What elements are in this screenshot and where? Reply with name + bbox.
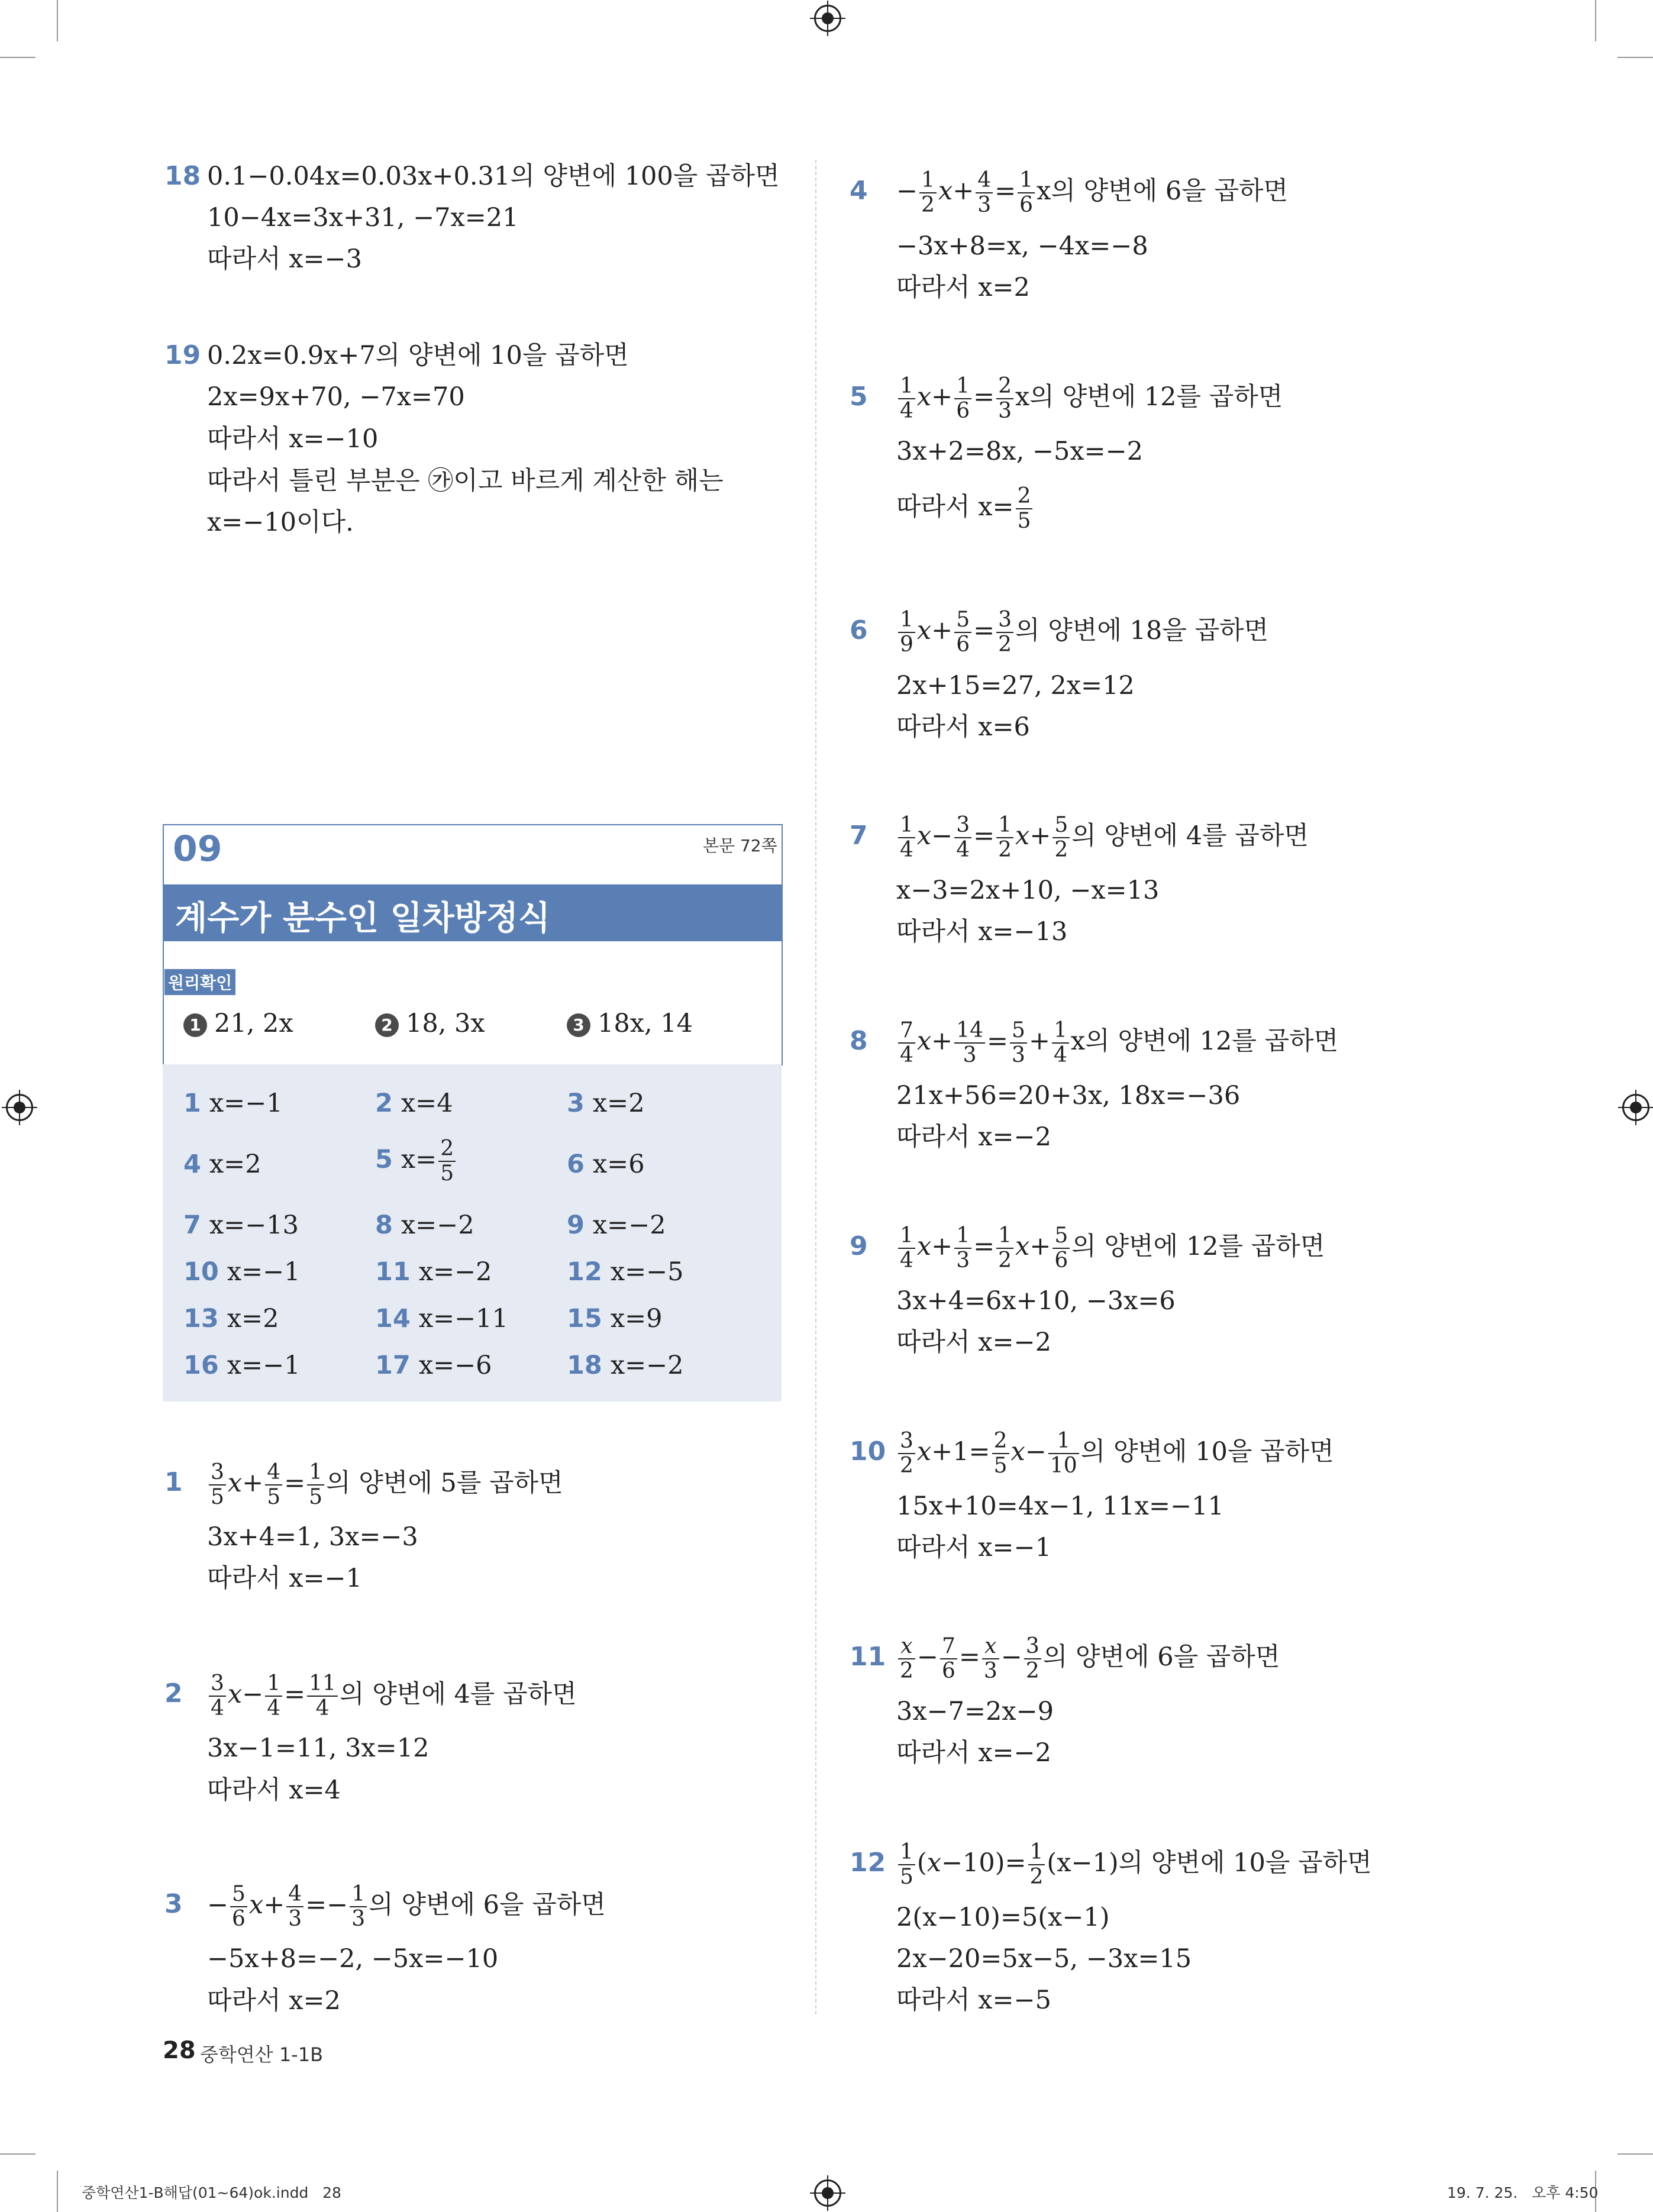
principle-item: 2 18, 3x	[375, 1009, 485, 1038]
answer-item: 10 x=−1	[183, 1257, 301, 1287]
solution-line: 따라서 x=−1	[896, 1533, 1051, 1562]
problem-number: 7	[850, 821, 868, 851]
solution-line: 15x+10=4x−1, 11x=−11	[896, 1491, 1224, 1521]
solution-line: 10−4x=3x+31, −7x=21	[207, 203, 519, 232]
registration-mark-icon	[1622, 1094, 1649, 1121]
equation-line: − $\frac{5}{6}$ x+ $\frac{4}{3}$ =− $\frac{1}{3}$ 의 양변에 6을 곱하면	[207, 1882, 606, 1931]
answer-item: 9 x=−2	[567, 1210, 666, 1240]
solution-line: 0.1−0.04x=0.03x+0.31의 양변에 100을 곱하면	[207, 162, 780, 191]
equation-line: $\frac{1}{9}$ x+ $\frac{5}{6}$ = $\frac{3}{2}$ 의 양변에 18을 곱하면	[896, 604, 1268, 657]
registration-mark-icon	[6, 1094, 33, 1121]
problem-number: 9	[850, 1231, 868, 1261]
answer-item: 4 x=2	[183, 1149, 261, 1179]
equation-line: $\frac{3}{4}$ x− $\frac{1}{4}$ = $\frac{11}{4}$ 의 양변에 4를 곱하면	[207, 1668, 577, 1721]
solution-line: 따라서 x=−2	[896, 1328, 1051, 1357]
crop-line	[0, 2153, 35, 2155]
solution-line: 따라서 x=4	[207, 1775, 341, 1805]
equation-line: $\frac{1}{5}$ (x−10)= $\frac{1}{2}$ (x−1)의 양변에 10을 곱하면	[896, 1836, 1372, 1890]
problem-number: 11	[850, 1642, 886, 1672]
crop-line	[0, 57, 35, 58]
registration-mark-icon	[814, 5, 841, 32]
crop-line	[57, 0, 58, 41]
solution-line: 따라서 x=−5	[896, 1985, 1051, 2015]
solution-line: 3x+2=8x, −5x=−2	[896, 437, 1144, 466]
circled-number-icon: 1	[183, 1013, 207, 1037]
problem-number: 6	[850, 615, 868, 645]
answer-item: 7 x=−13	[183, 1210, 299, 1240]
problem-number: 18	[164, 161, 201, 191]
principle-item: 3 18x, 14	[567, 1009, 693, 1038]
equation-line: $\frac{1}{4}$ x− $\frac{3}{4}$ = $\frac{1}{2}$ x+ $\frac{5}{2}$ 의 양변에 4를 곱하면	[896, 809, 1309, 863]
solution-line: 따라서 x=2	[207, 1986, 341, 2016]
principle-item: 1 21, 2x	[183, 1009, 293, 1038]
section-number: 09	[173, 828, 222, 870]
solution-line: 3x−1=11, 3x=12	[207, 1733, 430, 1763]
circled-number-icon: 2	[375, 1013, 399, 1037]
equation-line: $\frac{3}{5}$ x+ $\frac{4}{5}$ = $\frac{1}{5}$ 의 양변에 5를 곱하면	[207, 1457, 563, 1510]
solution-line: 3x−7=2x−9	[896, 1697, 1054, 1726]
solution-line: 2x=9x+70, −7x=70	[207, 382, 465, 412]
solution-line: 21x+56=20+3x, 18x=−36	[896, 1081, 1241, 1110]
solution-line: 따라서 x=6	[896, 712, 1030, 742]
answer-item: 15 x=9	[567, 1304, 663, 1333]
answer-item: 16 x=−1	[183, 1351, 301, 1380]
answer-item: 2 x=4	[375, 1089, 453, 1118]
answer-item: 5 x= $\frac{2}{5}$	[375, 1137, 457, 1186]
solution-line: 0.2x=0.9x+7의 양변에 10을 곱하면	[207, 341, 629, 370]
footer-datetime: 19. 7. 25. 오후 4:50	[1447, 2184, 1599, 2201]
solution-line: 따라서 x=−3	[207, 244, 362, 274]
solution-line: 2(x−10)=5(x−1)	[896, 1903, 1110, 1932]
equation-line: $\frac{1}{4}$ x+ $\frac{1}{3}$ = $\frac{1}{2}$ x+ $\frac{5}{6}$ 의 양변에 12를 곱하면	[896, 1220, 1325, 1273]
equation-line: $\frac{7}{4}$ x+ $\frac{14}{3}$ = $\frac{5}{3}$ + $\frac{1}{4}$ x의 양변에 12를 곱하면	[896, 1015, 1338, 1068]
solution-line: 따라서 x=−2	[896, 1122, 1051, 1152]
answer-item: 14 x=−11	[375, 1304, 508, 1333]
solution-line: 따라서 x= $\frac{2}{5}$	[896, 480, 1034, 534]
solution-line: 3x+4=1, 3x=−3	[207, 1522, 418, 1552]
equation-line: $\frac{3}{2}$ x+1= $\frac{2}{5}$ x− $\frac{1}{10}$ 의 양변에 10을 곱하면	[896, 1425, 1334, 1478]
equation-line: $\frac{1}{4}$ x+ $\frac{1}{6}$ = $\frac{2}{3}$ x의 양변에 12를 곱하면	[896, 370, 1283, 424]
problem-number: 10	[850, 1436, 886, 1467]
solution-line: x=−10이다.	[207, 508, 354, 537]
answer-item: 11 x=−2	[375, 1257, 492, 1287]
answer-item: 17 x=−6	[375, 1351, 492, 1380]
solution-line: 따라서 x=−13	[896, 917, 1068, 947]
solution-line: −5x+8=−2, −5x=−10	[207, 1944, 499, 1974]
solution-line: −3x+8=x, −4x=−8	[896, 231, 1148, 261]
principle-label: 원리확인	[164, 969, 235, 995]
problem-number: 4	[850, 176, 868, 206]
solution-line: 따라서 틀린 부분은 ㉮이고 바르게 계산한 해는	[207, 466, 724, 496]
problem-number: 5	[850, 382, 868, 412]
answer-item: 12 x=−5	[567, 1257, 684, 1287]
problem-number: 8	[850, 1026, 868, 1056]
crop-line	[1618, 57, 1653, 58]
solution-line: 2x+15=27, 2x=12	[896, 671, 1135, 700]
page-number: 28	[163, 2037, 196, 2064]
book-title: 중학연산 1-1B	[200, 2043, 324, 2066]
circled-number-icon: 3	[567, 1013, 590, 1037]
solution-line: 따라서 x=−2	[896, 1738, 1051, 1768]
footer-file: 중학연산1-B해답(01~64)ok.indd 28	[82, 2184, 341, 2201]
column-divider	[815, 160, 816, 2014]
answer-item: 6 x=6	[567, 1149, 645, 1179]
solution-line: 3x+4=6x+10, −3x=6	[896, 1286, 1176, 1316]
solution-line: x−3=2x+10, −x=13	[896, 876, 1160, 905]
crop-line	[57, 2171, 58, 2212]
problem-number: 19	[164, 340, 201, 370]
registration-mark-icon	[814, 2179, 841, 2207]
answer-item: 18 x=−2	[567, 1351, 684, 1380]
solution-line: 따라서 x=−10	[207, 424, 379, 454]
answer-item: 3 x=2	[567, 1089, 645, 1118]
equation-line: − $\frac{1}{2}$ x+ $\frac{4}{3}$ = $\frac{1}{6}$ x의 양변에 6을 곱하면	[896, 168, 1288, 217]
equation-line: $\frac{x}{2}$ − $\frac{7}{6}$ = $\frac{x}{3}$ − $\frac{3}{2}$ 의 양변에 6을 곱하면	[896, 1630, 1280, 1684]
answer-item: 13 x=2	[183, 1304, 279, 1333]
page-reference: 본문 72쪽	[703, 836, 777, 855]
section-title: 계수가 분수인 일차방정식	[175, 899, 551, 938]
solution-line: 2x−20=5x−5, −3x=15	[896, 1944, 1192, 1974]
problem-number: 3	[164, 1889, 183, 1919]
crop-line	[1618, 2153, 1653, 2155]
answer-item: 1 x=−1	[183, 1089, 283, 1118]
crop-line	[1595, 0, 1596, 41]
solution-line: 따라서 x=2	[896, 273, 1030, 302]
solution-line: 따라서 x=−1	[207, 1564, 362, 1593]
problem-number: 2	[164, 1678, 183, 1709]
problem-number: 1	[164, 1467, 183, 1497]
problem-number: 12	[850, 1848, 886, 1878]
answer-item: 8 x=−2	[375, 1210, 474, 1240]
